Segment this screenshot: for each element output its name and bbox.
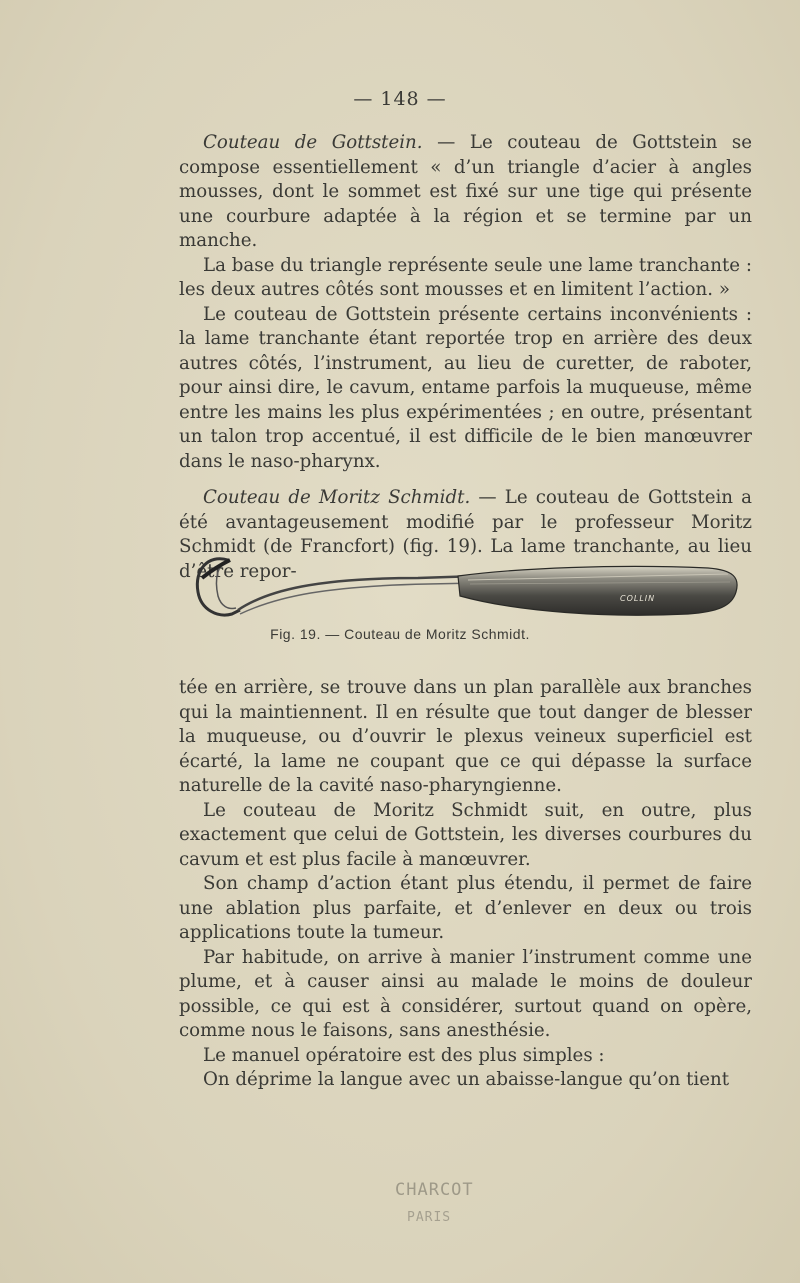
page-number: — 148 —: [353, 88, 447, 110]
paragraph-text: Le couteau de Gottstein présente certains inconvénients : la lame tranchante étant reportée trop en arrière des deux autres côtés, l’instrument, au lieu de curetter, de raboter, pour ainsi dire, le cavum, entame parfois la muqueuse, même entre les mains les plus expérimentées ; en outre, présentant un talon trop accentué, il est difficile de le bien manœuvrer dans le naso-pharynx.: [179, 303, 752, 472]
paragraph: [179, 254, 752, 303]
figure-caption: Fig. 19. — Couteau de Moritz Schmidt.: [270, 626, 530, 642]
knife-drawing: [188, 548, 748, 628]
paragraph-text: — Le couteau de Gottstein a été avantageusement modifié par le professeur Moritz Schmidt (de Francfort) (fig. 19). La lame tranchante, au lieu d’être repor-: [179, 487, 752, 582]
paragraph-continued: [179, 676, 752, 799]
figure-knife-illustration: [188, 548, 748, 628]
section-title-gottstein: Couteau de Gottstein.: [203, 132, 423, 153]
paragraph: [179, 1068, 752, 1093]
paragraph-text: Par habitude, on arrive à manier l’instrument comme une plume, et à causer ainsi au malade le moins de douleur possible, ce qui est à considérer, surtout quand on opère, comme nous le faisons, sans anesthésie.: [179, 946, 752, 1041]
stamp-line-1: CHARCOT: [395, 1180, 474, 1200]
paragraph: [179, 872, 752, 946]
paragraph-text: Le manuel opératoire est des plus simples :: [203, 1044, 605, 1066]
paragraph-text: Le couteau de Moritz Schmidt suit, en outre, plus exactement que celui de Gottstein, les diverses courbures du cavum et est plus facile à manœuvrer.: [179, 799, 752, 870]
paragraph: [179, 1044, 752, 1069]
paragraph-text: On déprime la langue avec un abaisse-langue qu’on tient: [203, 1069, 730, 1090]
paragraph: [179, 946, 752, 1044]
handle-maker-mark: COLLIN: [620, 594, 656, 603]
paragraph: [179, 799, 752, 873]
paragraph-text: tée en arrière, se trouve dans un plan parallèle aux branches qui la maintiennent. Il en résulte que tout danger de blesser la muqueuse, ou d’ouvrir le plexus veineux superficiel est écarté, la lame ne coupant que ce qui dépasse la surface naturelle de la cavité naso-pharyngienne.: [179, 677, 752, 796]
paragraph: [179, 303, 752, 475]
text-block-lower: [179, 676, 752, 1093]
library-stamp: [395, 1180, 605, 1240]
paragraph-gottstein-intro: [179, 131, 752, 254]
paragraph-text: La base du triangle représente seule une lame tranchante : les deux autres côtés sont mousses et en limitent l’action. »: [179, 254, 752, 300]
paragraph-text: Son champ d’action étant plus étendu, il permet de faire une ablation plus parfaite, et d’enlever en deux ou trois applications toute la tumeur.: [179, 873, 752, 943]
paragraph-text: — Le couteau de Gottstein se compose essentiellement « d’un triangle d’acier à angles mousses, dont le sommet est fixé sur une tige qui présente une courbure adaptée à la région et se termine par un manche.: [179, 132, 752, 251]
stamp-line-2: PARIS: [407, 1210, 452, 1225]
section-title-schmidt: Couteau de Moritz Schmidt.: [203, 487, 471, 508]
text-block-upper: [179, 131, 752, 584]
